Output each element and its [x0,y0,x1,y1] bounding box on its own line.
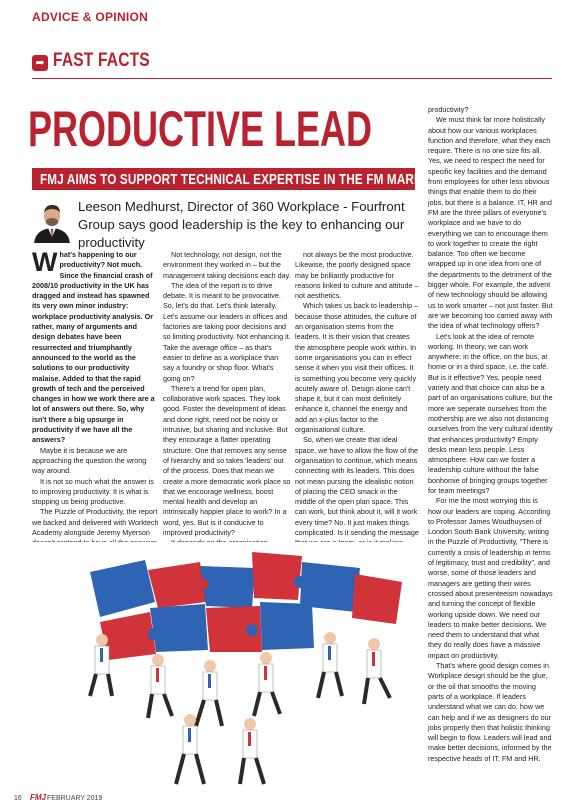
article-paragraph [428,105,553,115]
drop-cap: W [32,247,58,277]
article-paragraph [163,250,291,281]
share-icon: ➦ [32,55,48,71]
fast-facts-rule [32,78,552,79]
article-paragraph [32,247,159,446]
article-paragraph [295,250,419,301]
paragraph-text: hat's happening to our productivity? Not much. Since the financial crash of 2008/10 productivity in the UK has dragged and instead has spawned its very own minor industry: workplace productivity analysis. Or rather, many of arguments and design debates have been resurrected and triumphantly announced to the world as the solutions to our productivity malaise. Added to that the rapid growth of tech and the perceived changes in how we work there are a lot of answers out there. So, why isn't there a big upsurge in productivity if we have all the answers? [32,250,155,445]
strapline-text: FMJ AIMS TO SUPPORT TECHNICAL EXPERTISE IN THE FM MARKET [40,171,438,188]
paragraph-text: It is not so much what the answer is to improving productivity. It is what is stopping us being productive. [32,476,154,507]
article-paragraph [428,661,553,764]
paragraph-text: That's where good design comes in. Workplace design should be the glue, or the oil that smooths the moving parts of a workplace. If leaders understand what we can do, how we can help and if we as designers do our jobs properly then that holistic thinking will begin to flow. Leaders will lead and make better decisions, informed by the respective heads of IT, FM and HR. [428,661,552,763]
paragraph-text: The Puzzle of Productivity, the report we backed and delivered with Worktech Academy alongside Jeremy Myerson [32,507,159,538]
article-paragraph [163,384,291,538]
paragraph-text: Let's look at the idea of remote working. In theory, we can work anywhere: in the office, on the bus, at home or in a third space, i.e. the café. But is it effective? Yes, people need variety and that choice can also be a part of an organisations culture, but the more we seperate ourselves from the mothership are we also not distancing ourselves from the very cultural identity that enhances productivity? Empty desks mean less people. Less atmosphere. How can we foster a leadership culture without the false bonhomie of bringing groups together for team meetings? [428,331,553,495]
article-standfirst: Leeson Medhurst, Director of 360 Workplace - Fourfront Group says good leadership is the key to enhancing our productivity [78,199,405,250]
puzzle-illustration [30,542,425,788]
paragraph-text: not always be the most productive. Likewise, the poorly designed space may be brilliantly productive for reasons linked to culture and attitude – not aesthetics. [295,250,419,301]
paragraph-text: Maybe it is because we are approaching the question the wrong way around. [32,445,147,476]
fast-facts-label: FAST FACTS [53,50,150,71]
article-paragraph [32,446,159,477]
paragraph-text: productivity? [428,105,469,114]
page-number: 16 [14,795,22,802]
puzzle-people-image [30,542,425,788]
article-column-4 [428,105,553,764]
article-column-3 [295,250,419,569]
section-label: ADVICE & OPINION [32,10,149,24]
paragraph-text: There's a trend for open plan, collaborative work spaces. They look good. Foster the development of ideas and done right, need not be noisy or intrusive, but sharing and inclusive. But they encourage a flatter operating structure. One that removes any sense of hierarchy and so takes 'leaders' out of the process. Does that mean we create a more democratic work place so that we encourage wellness, boost mental health and develop an intrinsically happier place to work? In a word, yes. But is it conducive to improved productivity? [163,383,291,538]
paragraph-text: For me the most worrying this is how our leaders are coping. According to Professor James Woudhuysen of London South Bank University, writing in the Puzzle of Productivity, "There is currently a crisis of leadership in terms of legitimacy, trust and credibility", and worse, some of those leaders and managers are getting their wires crossed about presenteeism nowadays and turning the concept of flexible working upside down. We need our leaders to make better decisions. We need them to understand that what they do really does have a massive impact on productivity. [428,496,553,660]
article-paragraph [295,301,419,435]
paragraph-text: Not technology, not design, not the environment they worked in – but the management taking decisions each day. [163,250,291,280]
article-paragraph [428,496,553,661]
footer-date: FEBRUARY 2019 [47,795,103,802]
article-paragraph [32,477,159,508]
article-paragraph [428,115,553,331]
author-portrait-image [32,199,72,243]
author-portrait [32,199,72,243]
footer-logo: FMJ [30,793,46,802]
paragraph-text: We must think far more holistically about how our various workplaces function and therefore, what they each require. There is no one size fits all. Yes, we need to respect the need for specific key facilities and the demand from employees for other less obvious things that enable them to do their jobs, but there is a balance. IT, HR and FM are the three pillars of everyone's workplace and we have to do everything we can to encourage them to work together to create the right balance. Too often we become wrapped up in one idea from one of the departments to the detriment of the bigger whole. For example, the advent of new technology should be allowing us to work smarter – not just faster. But are we becoming too carried away with the idea of what technology offers? [428,115,553,331]
article-headline: PRODUCTIVE LEAD [28,101,373,157]
paragraph-text: So, when we create that ideal space, we have to allow the flow of the organisation to continue, which means connecting with its leaders. This does not mean pursing the idealistic notion of placing the CEO smack in the middle of the open plan space. This can work, but think about it, will it work every time? No. It just makes things complicated. Is it sending the message [295,435,419,538]
paragraph-text: The idea of the report is to drive debate. It is meant to be provocative. So, let's do that. Let's think laterally. Let's assume our leaders in offices and factories are taking poor decisions and so limiting productivity. Not enhancing it. Take the average office – as that's easier to define as a workplace than say a foundry or shop floor. What's going on? [163,280,291,383]
article-paragraph [428,332,553,497]
paragraph-text: Which takes us back to leadership – because those attitudes, the culture of an organisation stems from the leaders. It is their vision that creates the atmosphere people work within. In some organisations you can in effect sense it when you visit their offices. It is something you become very quickly acutely aware of. Design alone can't shape it, but it can most definitely enhance it, channel the energy and add an x-plus factor to the organisational culture. [295,301,419,435]
article-paragraph [163,281,291,384]
strapline-bar [32,168,438,190]
